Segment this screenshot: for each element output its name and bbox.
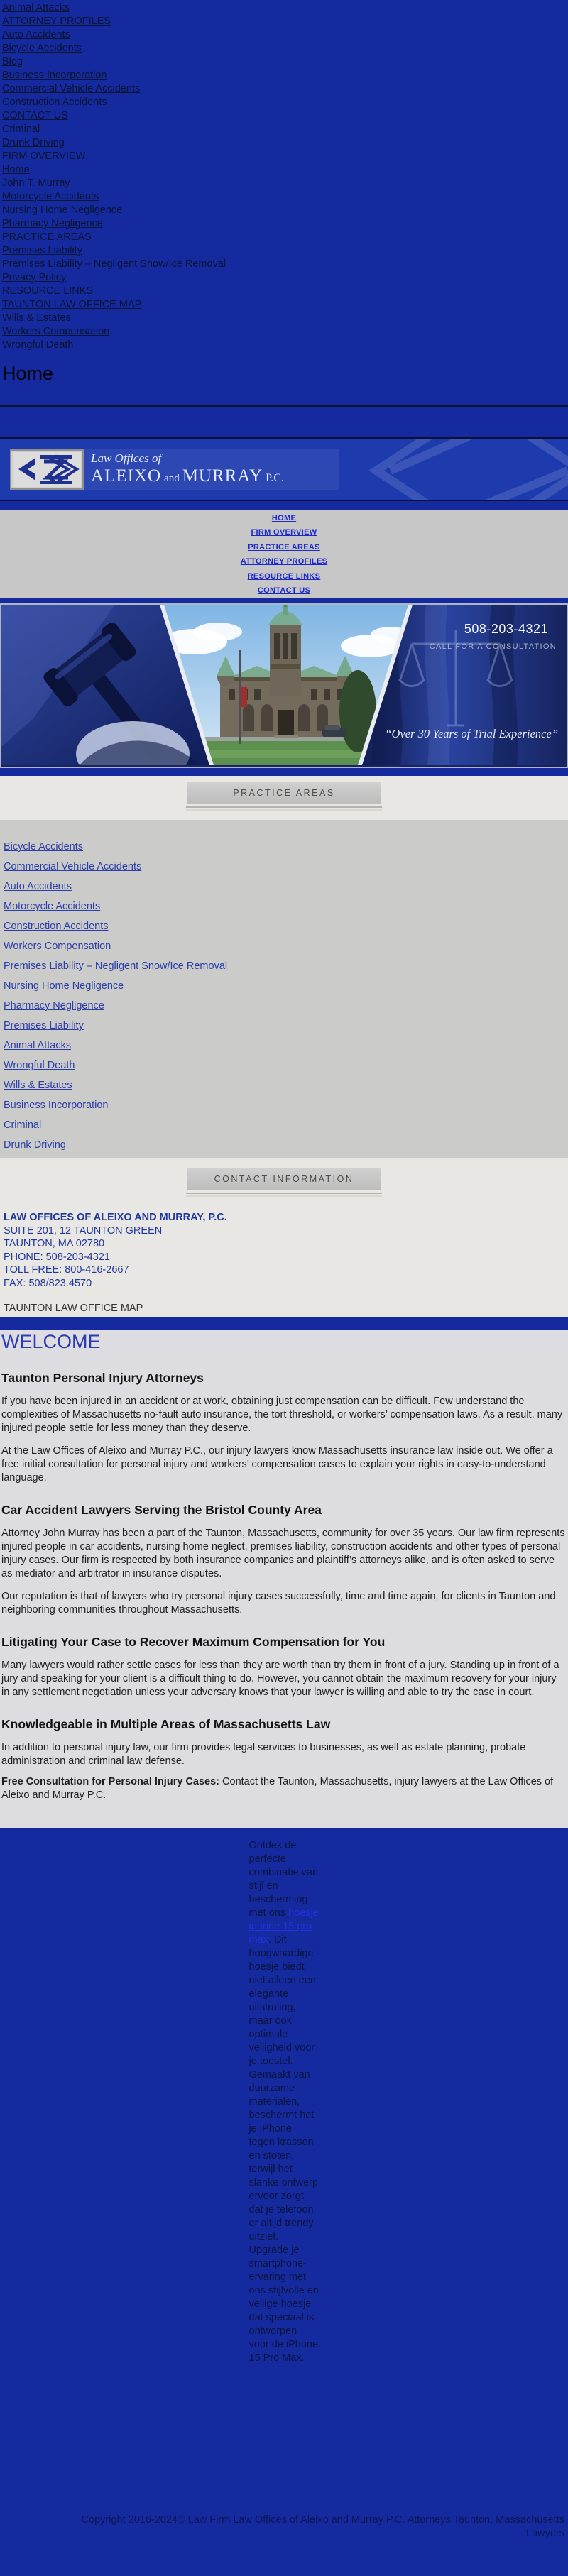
- logo-and: and: [164, 473, 180, 484]
- office-map-link[interactable]: TAUNTON LAW OFFICE MAP: [4, 1303, 143, 1314]
- practice-link[interactable]: Commercial Vehicle Accidents: [4, 861, 142, 872]
- firm-logo[interactable]: [10, 449, 339, 490]
- tab-ridge: [186, 809, 382, 811]
- sitemap-link[interactable]: Bicycle Accidents: [2, 43, 82, 54]
- sitemap-link[interactable]: Construction Accidents: [2, 97, 107, 108]
- practice-link[interactable]: Criminal: [4, 1119, 42, 1131]
- paragraph: If you have been injured in an accident or at work, obtaining just compensation can be difficult. Few understand the complexities of Massachusetts no-fault auto insurance, the tort threshold, or workers’ compensation laws. As a result, many injured people settle for less money than they deserve.: [1, 1396, 563, 1434]
- copyright-line1: Copyright 2016-2024© Law Firm Law Offices of Aleixo and Murray P.C. Attorneys Taunton, Massachusetts: [81, 2514, 564, 2526]
- sitemap-link[interactable]: Workers Compensation: [2, 326, 110, 337]
- footer: [0, 1828, 568, 2576]
- subheading-knowledgeable: Knowledgeable in Multiple Areas of Massachusetts Law: [1, 1717, 331, 1731]
- practice-link[interactable]: Bicycle Accidents: [4, 841, 84, 853]
- practice-link[interactable]: Drunk Driving: [4, 1139, 66, 1151]
- practice-areas-list: [0, 820, 568, 1158]
- logo-name-aleixo: ALEIXO: [91, 466, 162, 486]
- sitemap-link[interactable]: FIRM OVERVIEW: [2, 150, 86, 162]
- contact-information-section: [0, 1158, 568, 1317]
- paragraph-free-consultation: [1, 1775, 567, 1802]
- sitemap-link[interactable]: ATTORNEY PROFILES: [2, 16, 111, 27]
- nav-link-resource-links[interactable]: RESOURCE LINKS: [247, 571, 321, 581]
- promo-text-after: . Dit hoogwaardige hoesje biedt niet alleen een elegante uitstraling, maar ook optimale veiligheid voor je toestel. Gemaakt van duurzame materialen, beschermt het je iPhone tegen krassen en stoten, terwijl het slanke ontwerp ervoor zorgt dat je telefoon er altijd trendy uitziet. Upgrade je smartphone-ervaring met ons stijlvolle en veilige hoesje dat speciaal is ontworpen voor de iPhone 15 Pro Max.: [248, 1934, 319, 2364]
- welcome-heading: WELCOME: [1, 1331, 101, 1352]
- firm-logo-emblem-icon: [10, 449, 84, 490]
- contact-address-line1: SUITE 201, 12 TAUNTON GREEN: [4, 1224, 163, 1237]
- sitemap-link[interactable]: Premises Liability: [2, 245, 82, 256]
- sitemap-link[interactable]: Criminal: [2, 124, 40, 135]
- banner-call-to-action: CALL FOR A CONSULTATION: [429, 642, 557, 651]
- sitemap-link[interactable]: Home: [2, 164, 30, 175]
- tab-ridge: [186, 1193, 382, 1194]
- sitemap-link[interactable]: Pharmacy Negligence: [2, 218, 103, 229]
- practice-link[interactable]: Auto Accidents: [4, 881, 72, 892]
- contact-phone: PHONE: 508-203-4321: [4, 1251, 110, 1263]
- sitemap-link[interactable]: Auto Accidents: [2, 29, 70, 40]
- paragraph: At the Law Offices of Aleixo and Murray P.C., our injury lawyers know Massachusetts insurance law inside out. We offer a free initial consultation for personal injury and workers’ compensation cases to explain your rights in easy-to-understand language.: [1, 1445, 553, 1484]
- sitemap-link[interactable]: Commercial Vehicle Accidents: [2, 83, 141, 94]
- divider-rule: [0, 405, 568, 407]
- contact-firm-name: LAW OFFICES OF ALEIXO AND MURRAY, P.C.: [4, 1212, 227, 1223]
- subheading-litigating: Litigating Your Case to Recover Maximum Compensation for You: [1, 1635, 386, 1649]
- nav-link-firm-overview[interactable]: FIRM OVERVIEW: [251, 528, 317, 537]
- nav-link-contact-us[interactable]: CONTACT US: [257, 586, 311, 596]
- sitemap-link[interactable]: Blog: [2, 56, 23, 67]
- sitemap-link[interactable]: Nursing Home Negligence: [2, 204, 123, 216]
- paragraph: Our reputation is that of lawyers who try personal injury cases successfully, time and time again, for clients in Taunton and neighboring communities throughout Massachusetts.: [1, 1591, 556, 1616]
- site-header: [0, 437, 568, 501]
- practice-link[interactable]: Motorcycle Accidents: [4, 901, 101, 912]
- contact-fax: FAX: 508/823.4570: [4, 1277, 92, 1289]
- paragraph: In addition to personal injury law, our firm provides legal services to businesses, as well as estate planning, probate administration and criminal law defense.: [1, 1742, 526, 1767]
- logo-firm-name: [91, 466, 339, 486]
- practice-link[interactable]: Business Incorporation: [4, 1100, 109, 1111]
- practice-link[interactable]: Premises Liability – Negligent Snow/Ice Removal: [4, 960, 228, 972]
- promo-link[interactable]: hoesje iphone 15 pro max: [248, 1907, 319, 1946]
- promo-text-before: Ontdek de perfecte combinatie van stijl en bescherming met ons: [248, 1840, 319, 1919]
- subheading-personal-injury: Taunton Personal Injury Attorneys: [1, 1371, 204, 1385]
- tab-ridge: [186, 806, 382, 808]
- free-consultation-label: Free Consultation for Personal Injury Cases:: [1, 1776, 219, 1787]
- tab-ridge: [186, 1195, 382, 1197]
- paragraph: Attorney John Murray has been a part of the Taunton, Massachusetts, community for over 35 years. Our law firm represents injured people in car accidents, nursing home neglect, premises liability, construction accidents and other types of personal injury cases. Our firm is respected by both insurance companies and plaintiff’s attorneys alike, and is often asked to serve as mediator and arbitrator in insurance disputes.: [1, 1528, 565, 1579]
- sitemap-link[interactable]: Motorcycle Accidents: [2, 191, 99, 202]
- paragraph: Many lawyers would rather settle cases for less than they are worth than try them in front of a jury. Standing up in front of a jury and speaking for your client is a difficult thing to do. However, you cannot obtain the maximum recovery for your injury in any settlement negotiation unless your adversary knows that your lawyer is willing and able to try the case in court.: [1, 1660, 559, 1698]
- nav-link-home[interactable]: HOME: [271, 514, 297, 522]
- page-title: Home: [2, 363, 54, 384]
- scales-watermark-icon: [348, 439, 568, 500]
- sitemap-link[interactable]: Animal Attacks: [2, 2, 70, 13]
- practice-link[interactable]: Pharmacy Negligence: [4, 1000, 104, 1012]
- contact-information-button[interactable]: CONTACT INFORMATION: [187, 1168, 381, 1190]
- sitemap-link-list: [2, 1, 568, 352]
- practice-areas-button[interactable]: PRACTICE AREAS: [187, 782, 381, 804]
- welcome-section: [0, 1330, 568, 1828]
- practice-link[interactable]: Animal Attacks: [4, 1040, 72, 1051]
- contact-tollfree: TOLL FREE: 800-416-2667: [4, 1264, 129, 1276]
- hero-banner: [0, 603, 568, 768]
- promo-text-column: [249, 1839, 320, 2365]
- free-consultation-text: Contact the Taunton, Massachusetts, injury lawyers at the Law Offices of Aleixo and Murray P.C.: [1, 1776, 554, 1801]
- practice-link[interactable]: Construction Accidents: [4, 921, 109, 932]
- nav-link-practice-areas[interactable]: PRACTICE AREAS: [248, 542, 320, 552]
- sitemap-link[interactable]: Premises Liability – Negligent Snow/Ice Removal: [2, 258, 226, 270]
- subheading-car-accident: Car Accident Lawyers Serving the Bristol County Area: [1, 1503, 322, 1517]
- sitemap-link[interactable]: Drunk Driving: [2, 137, 65, 148]
- practice-link[interactable]: Nursing Home Negligence: [4, 980, 124, 992]
- sitemap-link[interactable]: Wills & Estates: [2, 312, 71, 324]
- logo-tagline: Law Offices of: [91, 451, 162, 465]
- sitemap-link[interactable]: Wrongful Death: [2, 339, 74, 351]
- main-nav: [0, 510, 568, 598]
- sitemap-link[interactable]: Business Incorporation: [2, 70, 107, 81]
- sitemap-link[interactable]: CONTACT US: [2, 110, 68, 121]
- practice-link[interactable]: Wrongful Death: [4, 1060, 75, 1071]
- firm-logo-text: [84, 449, 339, 490]
- copyright-notice: [0, 2514, 564, 2541]
- logo-pc: P.C.: [266, 472, 284, 484]
- sitemap-link[interactable]: Privacy Policy: [2, 272, 67, 283]
- banner-phone-number[interactable]: 508-203-4321: [464, 622, 548, 636]
- sitemap-link[interactable]: PRACTICE AREAS: [2, 231, 92, 243]
- practice-link[interactable]: Wills & Estates: [4, 1080, 72, 1091]
- copyright-line2: Lawyers: [526, 2528, 564, 2539]
- banner-quote: “Over 30 Years of Trial Experience”: [385, 727, 558, 740]
- practice-link[interactable]: Premises Liability: [4, 1020, 84, 1031]
- contact-details: [4, 1211, 227, 1290]
- nav-link-attorney-profiles[interactable]: ATTORNEY PROFILES: [240, 557, 328, 566]
- contact-address-line2: TAUNTON, MA 02780: [4, 1238, 105, 1250]
- logo-name-murray: MURRAY: [182, 466, 263, 486]
- sitemap-link[interactable]: TAUNTON LAW OFFICE MAP: [2, 299, 142, 310]
- practice-link[interactable]: Workers Compensation: [4, 941, 111, 952]
- practice-areas-header: [0, 776, 568, 820]
- sitemap-link[interactable]: John T. Murray: [2, 177, 70, 189]
- sitemap-link[interactable]: RESOURCE LINKS: [2, 285, 94, 297]
